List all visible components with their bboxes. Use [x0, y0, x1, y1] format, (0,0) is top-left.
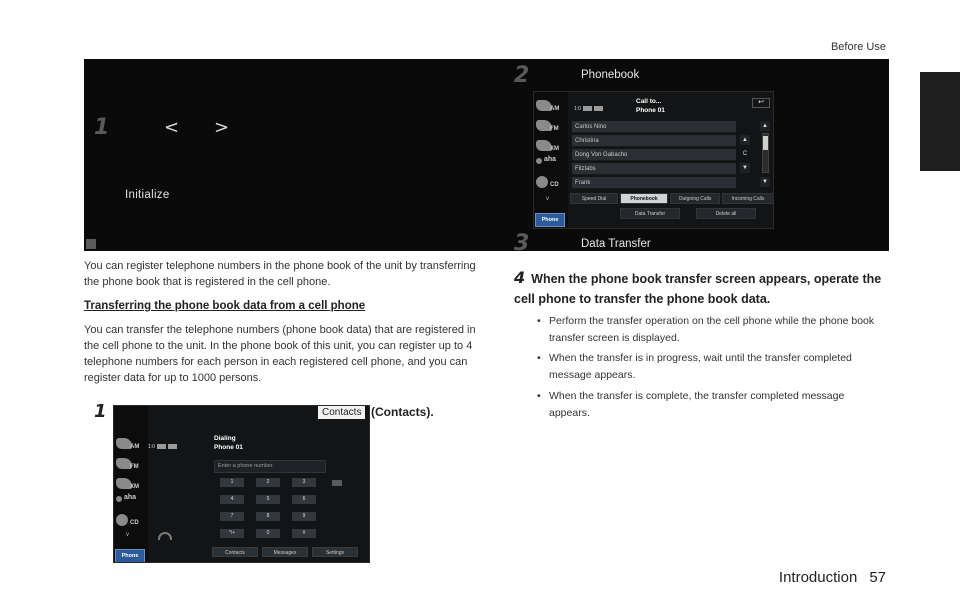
- data-transfer-button[interactable]: Data Transfer: [620, 208, 680, 219]
- dial-key[interactable]: 2: [256, 478, 280, 487]
- dial-key[interactable]: 7: [220, 512, 244, 521]
- back-button[interactable]: ↩: [752, 98, 770, 108]
- aha-icon: [536, 158, 542, 164]
- status-bar: 1:0: [148, 444, 177, 452]
- messages-button[interactable]: Messages: [262, 547, 308, 557]
- step-4-bullet: • Perform the transfer operation on the cell phone while the phone book transfer screen is displayed.: [537, 313, 887, 347]
- footer-section: Introduction: [778, 569, 858, 586]
- source-xm[interactable]: XM: [116, 476, 146, 494]
- call-handset-icon[interactable]: [158, 532, 172, 540]
- body-paragraph: You can transfer the telephone numbers (phone book data) that are registered in the cell phone to the unit. In the phone book of this unit, you can register up to 4 telephone numbers for each person in each registered cell phone, and you can register data for up to 1000 persons.: [84, 324, 476, 384]
- phonebook-screen: [533, 91, 774, 229]
- contact-row[interactable]: Dong Von Gabacho: [572, 149, 736, 161]
- dial-key[interactable]: 5: [256, 495, 280, 504]
- settings-button[interactable]: Settings: [312, 547, 358, 557]
- intro-paragraph: You can register telephone numbers in the phone book of the unit by transferring the phone book that is registered in the cell phone.: [84, 260, 476, 288]
- contact-row[interactable]: Frank: [572, 177, 736, 189]
- dial-key[interactable]: 1: [220, 478, 244, 487]
- dial-key[interactable]: 4: [220, 495, 244, 504]
- source-sidebar: [534, 92, 568, 228]
- source-fm[interactable]: FM: [116, 456, 146, 474]
- initialize-label: Initialize: [125, 189, 170, 201]
- status-bar: 1:0: [574, 106, 603, 114]
- source-sidebar: [114, 406, 148, 562]
- step-3-number: 3: [514, 231, 530, 251]
- dial-key[interactable]: #: [292, 529, 316, 538]
- aha-icon: [116, 496, 122, 502]
- cd-icon: [536, 176, 548, 188]
- dial-key[interactable]: 9: [292, 512, 316, 521]
- source-cd[interactable]: CD: [536, 174, 566, 192]
- contacts-button[interactable]: Contacts: [212, 547, 258, 557]
- dial-key[interactable]: 0: [256, 529, 280, 538]
- more-sources-chevron-icon[interactable]: v: [126, 532, 129, 538]
- signal-icon: [168, 444, 177, 449]
- section-subheading: Transferring the phone book data from a cell phone: [84, 300, 366, 312]
- dial-key[interactable]: 8: [256, 512, 280, 521]
- step-4-bullet: • When the transfer is in progress, wait until the transfer completed message appears.: [537, 350, 887, 384]
- next-arrow-icon[interactable]: >: [214, 117, 230, 138]
- source-fm[interactable]: FM: [536, 118, 566, 136]
- source-aha[interactable]: aha: [116, 492, 146, 510]
- contact-row[interactable]: Carlos Nino: [572, 121, 736, 133]
- page-number: 57: [869, 569, 886, 586]
- step-4-number: 4: [514, 268, 526, 287]
- contacts-suffix: (Contacts).: [371, 405, 434, 419]
- contact-row[interactable]: Fitzlabs: [572, 163, 736, 175]
- source-aha[interactable]: aha: [536, 154, 566, 172]
- phonebook-caption: Phonebook: [581, 69, 640, 81]
- scroll-down-button[interactable]: ▼: [760, 177, 770, 187]
- phone-number-input[interactable]: Enter a phone number.: [214, 460, 326, 473]
- source-am[interactable]: AM: [116, 436, 146, 454]
- step-4-bullet: • When the transfer is complete, the transfer completed message appears.: [537, 388, 887, 422]
- step-1-number: 1: [94, 401, 107, 422]
- call-title: Call to... Phone 01: [636, 98, 665, 114]
- phone-source-button[interactable]: Phone: [115, 549, 145, 563]
- battery-icon: [157, 444, 166, 449]
- more-sources-chevron-icon[interactable]: v: [546, 196, 549, 202]
- step-4-heading: 4 When the phone book transfer screen appears, operate the cell phone to transfer the phone book data.: [514, 268, 882, 306]
- chapter-tab: [920, 72, 960, 171]
- dial-key[interactable]: */+: [220, 529, 244, 538]
- battery-icon: [583, 106, 592, 111]
- page-footer: [779, 569, 886, 586]
- delete-all-button[interactable]: Delete all: [696, 208, 756, 219]
- dialing-screen: [113, 405, 370, 563]
- tab-phonebook[interactable]: Phonebook: [620, 193, 668, 204]
- source-xm[interactable]: XM: [536, 138, 566, 156]
- index-down-button[interactable]: ▼: [740, 163, 750, 173]
- page-header-section: Before Use: [830, 41, 886, 53]
- phone-source-button[interactable]: Phone: [535, 213, 565, 227]
- dial-key[interactable]: 3: [292, 478, 316, 487]
- keypad-side-icon[interactable]: [332, 480, 342, 486]
- prev-arrow-icon[interactable]: <: [164, 117, 180, 138]
- contacts-badge[interactable]: Contacts: [318, 406, 365, 419]
- scroll-up-button[interactable]: ▲: [760, 121, 770, 131]
- step-1-number: 1: [94, 115, 110, 140]
- index-up-button[interactable]: ▲: [740, 135, 750, 145]
- source-am[interactable]: AM: [536, 98, 566, 116]
- signal-icon: [594, 106, 603, 111]
- index-letter: C: [742, 151, 748, 157]
- tab-speed-dial[interactable]: Speed Dial: [570, 193, 618, 204]
- dialing-title: Dialing Phone 01: [214, 435, 243, 451]
- data-transfer-caption: Data Transfer: [581, 238, 651, 250]
- source-cd[interactable]: CD: [116, 512, 146, 530]
- tab-outgoing-calls[interactable]: Outgoing Calls: [670, 193, 720, 204]
- tab-incoming-calls[interactable]: Incoming Calls: [722, 193, 774, 204]
- cd-icon: [116, 514, 128, 526]
- dial-key[interactable]: 6: [292, 495, 316, 504]
- step-2-number: 2: [514, 63, 530, 88]
- scroll-thumb[interactable]: [763, 136, 768, 150]
- bullet-square-icon: [86, 239, 96, 249]
- contact-row[interactable]: Christina: [572, 135, 736, 147]
